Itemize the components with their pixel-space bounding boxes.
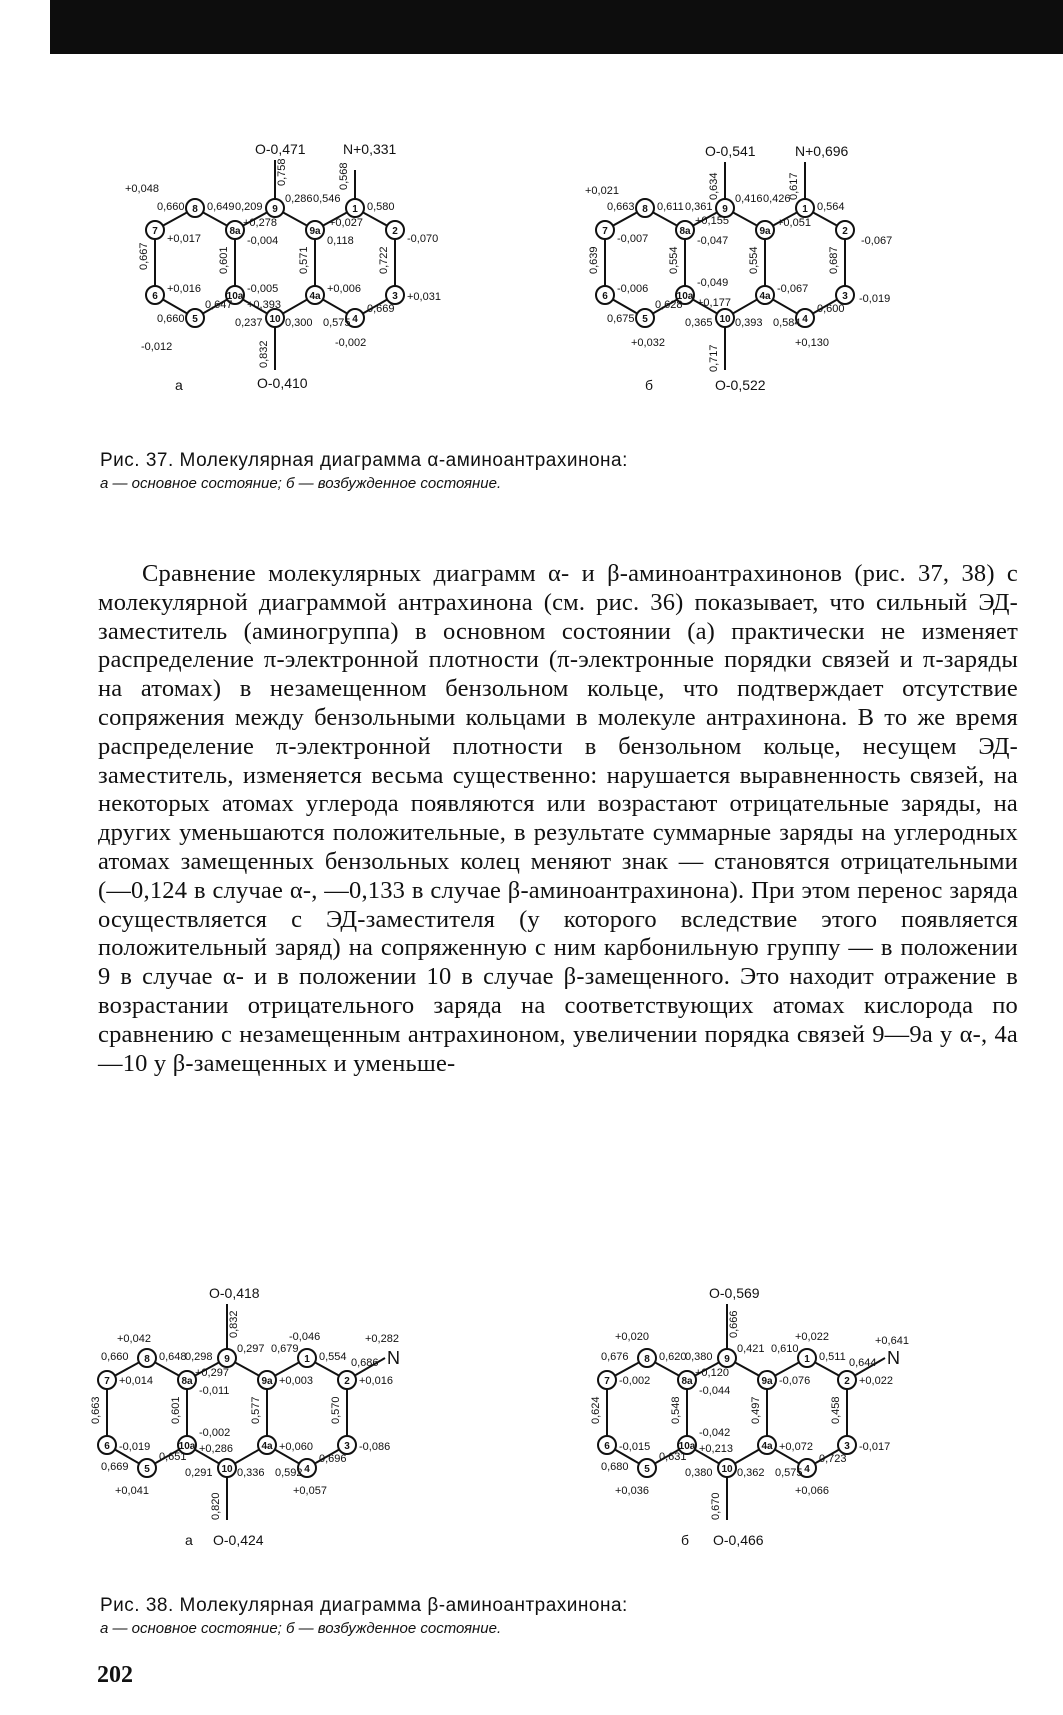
- bond-order: 0,568: [338, 162, 350, 190]
- atom-8: 8: [192, 204, 198, 215]
- atom-1: 1: [304, 1354, 310, 1365]
- bond-order: 0,393: [735, 317, 763, 329]
- bond-order: 0,611: [657, 201, 684, 213]
- figure-37-caption: [100, 450, 1000, 492]
- charge: +0,072: [779, 1441, 813, 1453]
- atom-9a: 9a: [759, 226, 771, 237]
- figure-37-title: Рис. 37. Молекулярная диаграмма α-аминоантрахинона:: [100, 450, 628, 471]
- bond-order: 0,663: [90, 1396, 102, 1424]
- figure-37-diagram-a: [85, 140, 465, 440]
- atom-10a: 10a: [178, 1441, 196, 1452]
- top-nitrogen: N+0,331: [343, 141, 397, 157]
- body-text: [98, 560, 1018, 1078]
- charge: +0,021: [585, 185, 619, 197]
- charge: +0,048: [125, 183, 159, 195]
- atom-9: 9: [224, 1354, 230, 1365]
- charge: -0,005: [247, 283, 279, 295]
- atom-8: 8: [644, 1354, 650, 1365]
- charge: -0,004: [247, 235, 279, 247]
- bond-order: 0,297: [237, 1343, 265, 1355]
- amino-nitrogen: N: [887, 1348, 900, 1368]
- bond-order: 0,577: [250, 1396, 262, 1424]
- bond-order: 0,571: [298, 246, 310, 274]
- atom-5: 5: [644, 1464, 650, 1475]
- charge: +0,282: [365, 1333, 399, 1345]
- bond-order: 0,416: [735, 193, 763, 205]
- bond-order: 0,421: [737, 1343, 765, 1355]
- atom-9: 9: [272, 204, 278, 215]
- bond-order: 0,666: [728, 1310, 740, 1338]
- atom-1: 1: [352, 204, 358, 215]
- bond-order: 0,667: [138, 242, 150, 270]
- charge: +0,031: [407, 291, 441, 303]
- atom-4a: 4a: [309, 291, 321, 302]
- atom-6: 6: [104, 1441, 110, 1452]
- bond-order: 0,365: [685, 317, 713, 329]
- bond-order: 0,554: [748, 246, 760, 274]
- atom-10a: 10a: [226, 291, 244, 302]
- bond-order: 0,832: [228, 1310, 240, 1338]
- atom-9a: 9a: [761, 1376, 773, 1387]
- bond-order: 0,592: [275, 1467, 303, 1479]
- bond-order: 0,237: [235, 317, 263, 329]
- charge: +0,036: [615, 1485, 649, 1497]
- bond-order: 0,670: [710, 1492, 722, 1520]
- charge: +0,042: [117, 1333, 151, 1345]
- bond-order: 0,336: [237, 1467, 265, 1479]
- charge: -0,046: [289, 1331, 321, 1343]
- charge: +0,286: [199, 1443, 233, 1455]
- atom-9: 9: [722, 204, 728, 215]
- charge: +0,066: [795, 1485, 829, 1497]
- bond-order: 0,298: [185, 1351, 213, 1363]
- figure-38-subtitle: а — основное состояние; б — возбужденное состояние.: [100, 1620, 502, 1637]
- bond-order: 0,644: [849, 1357, 877, 1369]
- charge: +0,120: [695, 1367, 729, 1379]
- bond-order: 0,639: [588, 246, 600, 274]
- charge: +0,393: [247, 299, 281, 311]
- bond-order: 0,676: [601, 1351, 629, 1363]
- charge: +0,016: [359, 1375, 393, 1387]
- atom-9a: 9a: [309, 226, 321, 237]
- bond-order: 0,554: [668, 246, 680, 274]
- figure-37-subtitle: а — основное состояние; б — возбужденное состояние.: [100, 475, 502, 492]
- charge: +0,027: [329, 217, 363, 229]
- bond-order: 0,675: [607, 313, 635, 325]
- bond-order: 0,497: [750, 1396, 762, 1424]
- panel-label: а: [185, 1532, 193, 1548]
- bond-order: 0,696: [319, 1453, 347, 1465]
- atom-2: 2: [844, 1376, 850, 1387]
- atom-10: 10: [221, 1464, 233, 1475]
- charge: -0,019: [119, 1441, 151, 1453]
- charge: +0,155: [695, 215, 729, 227]
- top-oxygen: O-0,569: [709, 1285, 760, 1301]
- scan-top-bar: [50, 0, 1063, 54]
- atom-2: 2: [842, 226, 848, 237]
- bond-order: 0,686: [351, 1357, 379, 1369]
- atom-4a: 4a: [261, 1441, 273, 1452]
- charge: +0,022: [859, 1375, 893, 1387]
- atom-3: 3: [344, 1441, 350, 1452]
- bond-order: 0,300: [285, 317, 313, 329]
- charge: +0,278: [243, 217, 277, 229]
- bottom-oxygen: O-0,410: [257, 375, 308, 391]
- charge: -0,015: [619, 1441, 651, 1453]
- charge: +0,022: [795, 1331, 829, 1343]
- charge: +0,016: [167, 283, 201, 295]
- charge: -0,067: [861, 235, 893, 247]
- bond-order: 0,580: [367, 201, 395, 213]
- bond-order: 0,610: [771, 1343, 799, 1355]
- bond-order: 0,669: [101, 1461, 129, 1473]
- atom-8: 8: [642, 204, 648, 215]
- bond-order: 0,660: [101, 1351, 129, 1363]
- bond-order: 0,634: [708, 172, 720, 200]
- bond-order: 0,380: [685, 1467, 713, 1479]
- bond-order: 0,624: [590, 1396, 602, 1424]
- atom-8a: 8a: [229, 226, 241, 237]
- bond-order: 0,209: [235, 201, 263, 213]
- charge: -0,049: [697, 277, 729, 289]
- atom-10: 10: [719, 314, 731, 325]
- atom-3: 3: [844, 1441, 850, 1452]
- charge: +0,014: [119, 1375, 153, 1387]
- bond-order: 0,546: [313, 193, 341, 205]
- bond-order: 0,291: [185, 1467, 213, 1479]
- atom-8a: 8a: [679, 226, 691, 237]
- charge: -0,006: [617, 283, 649, 295]
- figure-37-diagram-b: [545, 140, 945, 440]
- charge: +0,032: [631, 337, 665, 349]
- bond-order: 0,663: [607, 201, 635, 213]
- atom-8a: 8a: [681, 1376, 693, 1387]
- bond-order: 0,651: [159, 1451, 187, 1463]
- charge: -0,047: [697, 235, 729, 247]
- atom-5: 5: [642, 314, 648, 325]
- atom-10: 10: [721, 1464, 733, 1475]
- atom-4a: 4a: [759, 291, 771, 302]
- atom-6: 6: [602, 291, 608, 302]
- top-oxygen: O-0,471: [255, 141, 306, 157]
- atom-10a: 10a: [676, 291, 694, 302]
- panel-label: б: [645, 377, 654, 393]
- bond-order: 0,679: [271, 1343, 299, 1355]
- charge: +0,057: [293, 1485, 327, 1497]
- atom-8a: 8a: [181, 1376, 193, 1387]
- charge: -0,086: [359, 1441, 391, 1453]
- charge: +0,177: [697, 297, 731, 309]
- charge: +0,051: [777, 217, 811, 229]
- bond-order: 0,832: [258, 340, 270, 368]
- bond-order: 0,631: [659, 1451, 687, 1463]
- atom-9a: 9a: [261, 1376, 273, 1387]
- bottom-oxygen: O-0,466: [713, 1532, 764, 1548]
- atom-4: 4: [804, 1464, 810, 1475]
- bond-order: 0,620: [659, 1351, 687, 1363]
- atom-8: 8: [144, 1354, 150, 1365]
- charge: -0,044: [699, 1385, 731, 1397]
- charge: +0,641: [875, 1335, 909, 1347]
- bond-order: 0,758: [276, 158, 288, 186]
- charge: -0,042: [699, 1427, 731, 1439]
- bond-order: 0,554: [319, 1351, 347, 1363]
- charge: -0,002: [199, 1427, 231, 1439]
- charge: -0,002: [335, 337, 367, 349]
- bond-order: 0,647: [205, 299, 233, 311]
- bottom-oxygen: O-0,522: [715, 377, 766, 393]
- bond-order: 0,570: [330, 1396, 342, 1424]
- charge: +0,213: [699, 1443, 733, 1455]
- bond-order: 0,820: [210, 1492, 222, 1520]
- atom-10: 10: [269, 314, 281, 325]
- bottom-oxygen: O-0,424: [213, 1532, 264, 1548]
- bond-order: 0,584: [773, 317, 801, 329]
- bond-order: 0,575: [775, 1467, 803, 1479]
- atom-9: 9: [724, 1354, 730, 1365]
- bond-order: 0,687: [828, 246, 840, 274]
- bond-order: 0,722: [378, 246, 390, 274]
- bond-order: 0,600: [817, 303, 845, 315]
- panel-label: а: [175, 377, 183, 393]
- atom-5: 5: [192, 314, 198, 325]
- charge: -0,067: [777, 283, 809, 295]
- top-oxygen: O-0,541: [705, 143, 756, 159]
- bond-order: 0,361: [685, 201, 713, 213]
- atom-7: 7: [152, 226, 158, 237]
- body-paragraph: Сравнение молекулярных диаграмм α- и β-аминоантрахинонов (рис. 37, 38) с молекулярной диаграммой антрахинона (см. рис. 36) показывает, что сильный ЭД-заместитель (аминогруппа) в основном состоянии (а) практически не изменяет распределение π-электронной плотности (π-электронные порядки связей и π-заряды на атомах) в незамещенном бензольном кольце, что подтверждает отсутствие сопряжения между бензольными кольцами в молекуле антрахинона. В то же время распределение π-электронной плотности в бензольном кольце, несущем ЭД-заместитель, изменяется весьма существенно: нарушается выравненность связей, на некоторых атомах углерода появляются или возрастают отрицательные заряды, на других уменьшаются положительные, в результате суммарные заряды на углеродных атомах замещенных бензольных колец меняют знак — становятся отрицательными (—0,124 в случае α-, —0,133 в случае β-аминоантрахинона). При этом перенос заряда осуществляется с ЭД-заместителя (у которого вследствие этого появляется положительный заряд) на сопряженную с ним карбонильную группу — в положении 9 в случае α- и в положении 10 в случае β-замещенного. Это находит отражение в возрастании отрицательного заряда на соответствующих атомах кислорода по сравнению с незамещенным антрахиноном, увеличении порядка связей 9—9а у α-, 4а—10 у β-замещенных и уменьше-: [98, 560, 1018, 1077]
- bond-order: 0,458: [830, 1396, 842, 1424]
- atom-6: 6: [604, 1441, 610, 1452]
- atom-3: 3: [842, 291, 848, 302]
- bond-order: 0,286: [285, 193, 313, 205]
- charge: -0,019: [859, 293, 891, 305]
- charge: -0,007: [617, 233, 649, 245]
- charge: +0,006: [327, 283, 361, 295]
- atom-7: 7: [104, 1376, 110, 1387]
- charge: -0,076: [779, 1375, 811, 1387]
- atom-1: 1: [802, 204, 808, 215]
- top-oxygen: O-0,418: [209, 1285, 260, 1301]
- bond-order: 0,723: [819, 1453, 847, 1465]
- atom-2: 2: [344, 1376, 350, 1387]
- charge: -0,011: [199, 1385, 230, 1397]
- atom-2: 2: [392, 226, 398, 237]
- atom-10a: 10a: [678, 1441, 696, 1452]
- charge: +0,130: [795, 337, 829, 349]
- bond-order: 0,601: [218, 246, 230, 274]
- bond-order: 0,362: [737, 1467, 765, 1479]
- bond-order: 0,648: [159, 1351, 187, 1363]
- charge: 0,118: [327, 235, 354, 247]
- bond-order: 0,380: [685, 1351, 713, 1363]
- figure-38-title: Рис. 38. Молекулярная диаграмма β-аминоантрахинона:: [100, 1595, 628, 1616]
- amino-nitrogen: N: [387, 1348, 400, 1368]
- bond-order: 0,660: [157, 201, 185, 213]
- charge: +0,020: [615, 1331, 649, 1343]
- atom-7: 7: [602, 226, 608, 237]
- atom-3: 3: [392, 291, 398, 302]
- atom-4: 4: [352, 314, 358, 325]
- charge: +0,060: [279, 1441, 313, 1453]
- atom-5: 5: [144, 1464, 150, 1475]
- charge: -0,070: [407, 233, 439, 245]
- bond-order: 0,426: [763, 193, 791, 205]
- charge: -0,012: [141, 341, 173, 353]
- bond-order: 0,628: [655, 299, 683, 311]
- charge: -0,017: [859, 1441, 891, 1453]
- atom-7: 7: [604, 1376, 610, 1387]
- page-number: 202: [97, 1662, 133, 1688]
- charge: +0,297: [195, 1367, 229, 1379]
- charge: -0,002: [619, 1375, 651, 1387]
- bond-order: 0,680: [601, 1461, 629, 1473]
- bond-order: 0,575: [323, 317, 351, 329]
- bond-order: 0,649: [207, 201, 235, 213]
- charge: +0,017: [167, 233, 201, 245]
- panel-label: б: [681, 1532, 690, 1548]
- atom-4: 4: [802, 314, 808, 325]
- atom-1: 1: [804, 1354, 810, 1365]
- bond-order: 0,548: [670, 1396, 682, 1424]
- bond-order: 0,660: [157, 313, 185, 325]
- figure-38-diagram-b: [585, 1280, 1005, 1570]
- charge: +0,041: [115, 1485, 149, 1497]
- atom-6: 6: [152, 291, 158, 302]
- bond-order: 0,564: [817, 201, 845, 213]
- figure-38-caption: [100, 1595, 1000, 1637]
- bond-order: 0,669: [367, 303, 395, 315]
- top-nitrogen: N+0,696: [795, 143, 849, 159]
- bond-order: 0,617: [788, 172, 800, 200]
- charge: +0,003: [279, 1375, 313, 1387]
- atom-4: 4: [304, 1464, 310, 1475]
- atom-4a: 4a: [761, 1441, 773, 1452]
- bond-order: 0,717: [708, 344, 720, 372]
- bond-order: 0,511: [819, 1351, 846, 1363]
- figure-38-diagram-a: [85, 1280, 485, 1570]
- bond-order: 0,601: [170, 1396, 182, 1424]
